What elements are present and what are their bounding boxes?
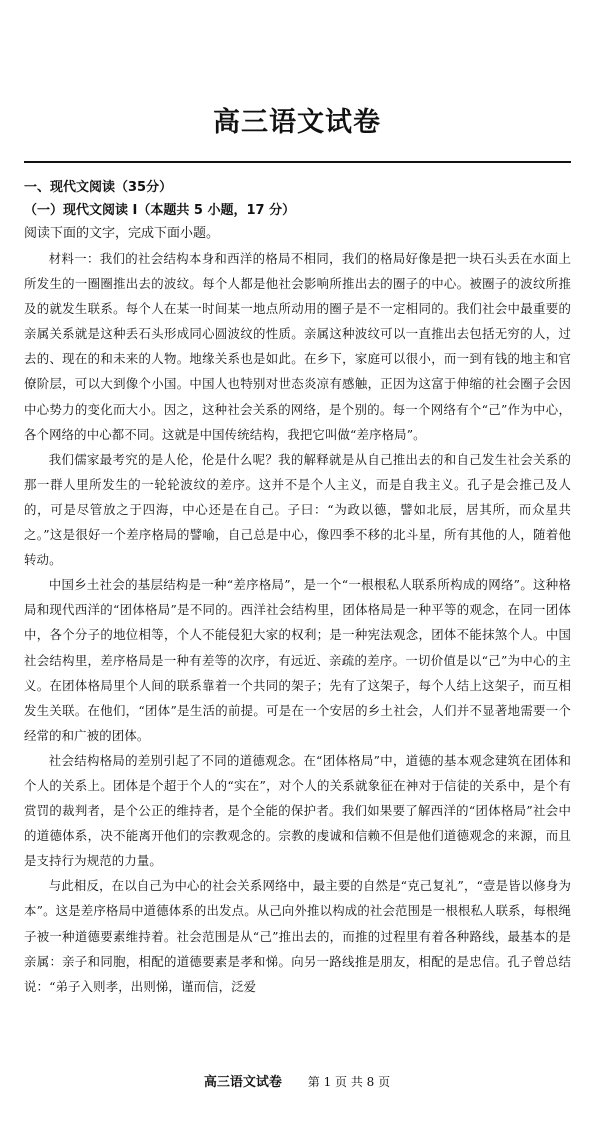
footer-page-number: 第 1 页 共 8 页: [307, 1075, 391, 1089]
passage-paragraph: 中国乡土社会的基层结构是一种“差序格局”，是一个“一根根私人联系所构成的网络”。这种格局和现代西洋的“团体格局”是不同的。西洋社会结构里，团体格局是一种平等的观念，在同一团体中，各个分子的地位相等，个人不能侵犯大家的权利；是一种宪法观念，团体不能抹煞个人。中国社会结构里，差序格局是一种有差等的次序，有远近、亲疏的差序。一切价值是以“己”为中心的主义。在团体格局里个人间的联系靠着一个共同的架子；先有了这架子，每个人结上这架子，而互相发生关联。在他们，“团体”是生活的前提。可是在一个安居的乡土社会，人们并不显著地需要一个经常的和广被的团体。: [24, 577, 571, 743]
passage-paragraph: 材料一：我们的社会结构本身和西洋的格局不相同，我们的格局好像是把一块石头丢在水面上所发生的一圈圈推出去的波纹。每个人都是他社会影响所推出去的圈子的中心。被圈子的波纹所推及的就发生联系。每个人在某一时间某一地点所动用的圈子是不一定相同的。我们社会中最重要的亲属关系就是这种丢石头形成同心圆波纹的性质。亲属这种波纹可以一直推出去包括无穷的人，过去的、现在的和未来的人物。地缘关系也是如此。在乡下，家庭可以很小，而一到有钱的地主和官僚阶层，可以大到像个小国。中国人也特别对世态炎凉有感触，正因为这富于伸缩的社会圈子会因中心势力的变化而大小。因之，这种社会关系的网络，是个别的。每一个网络有个“己”作为中心，各个网络的中心都不同。这就是中国传统结构，我把它叫做“差序格局”。: [24, 251, 571, 442]
passage-paragraph: 社会结构格局的差别引起了不同的道德观念。在“团体格局”中，道德的基本观念建筑在团体和个人的关系上。团体是个超于个人的“实在”，对个人的关系就象征在神对于信徒的关系中，是个有赏罚的裁判者，是个公正的维持者，是个全能的保护者。我们如果要了解西洋的“团体格局”社会中的道德体系，决不能离开他们的宗教观念的。宗教的虔诚和信赖不但是他们道德观念的来源，而且是支持行为规范的力量。: [24, 752, 571, 869]
passage-paragraph: 我们儒家最考究的是人伦，伦是什么呢？我的解释就是从自己推出去的和自己发生社会关系的那一群人里所发生的一轮轮波纹的差序。这并不是个人主义，而是自我主义。孔子是会推己及人的，可是尽管放之于四海，中心还是在自己。子曰：“为政以德，譬如北辰，居其所，而众星共之。”这是很好一个差序格局的譬喻，自己总是中心，像四季不移的北斗星，所有其他的人，随着他转动。: [24, 451, 571, 568]
title-divider: [24, 161, 571, 163]
passage-paragraph: 与此相反，在以自己为中心的社会关系网络中，最主要的自然是“克己复礼”，“壹是皆以修身为本”。这是差序格局中道德体系的出发点。从己向外推以构成的社会范围是一根根私人联系，每根绳子被一种道德要素维持着。社会范围是从“己”推出去的，而推的过程里有着各种路线，最基本的是亲属：亲子和同胞，相配的道德要素是孝和悌。向另一路线推是朋友，相配的是忠信。孔子曾总结说：“弟子入则孝，出则悌，谨而信，泛爱: [24, 878, 571, 994]
section-heading: 一、现代文阅读（35分）: [24, 180, 173, 195]
page-title: 高三语文试卷: [213, 107, 381, 138]
reading-instruction: 阅读下面的文字，完成下面小题。: [24, 226, 220, 241]
page-footer: [0, 1071, 594, 1090]
document-body: [24, 178, 571, 999]
subsection-heading: （一）现代文阅读 I（本题共 5 小题，17 分）: [24, 203, 296, 218]
footer-title: 高三语文试卷: [203, 1075, 282, 1090]
